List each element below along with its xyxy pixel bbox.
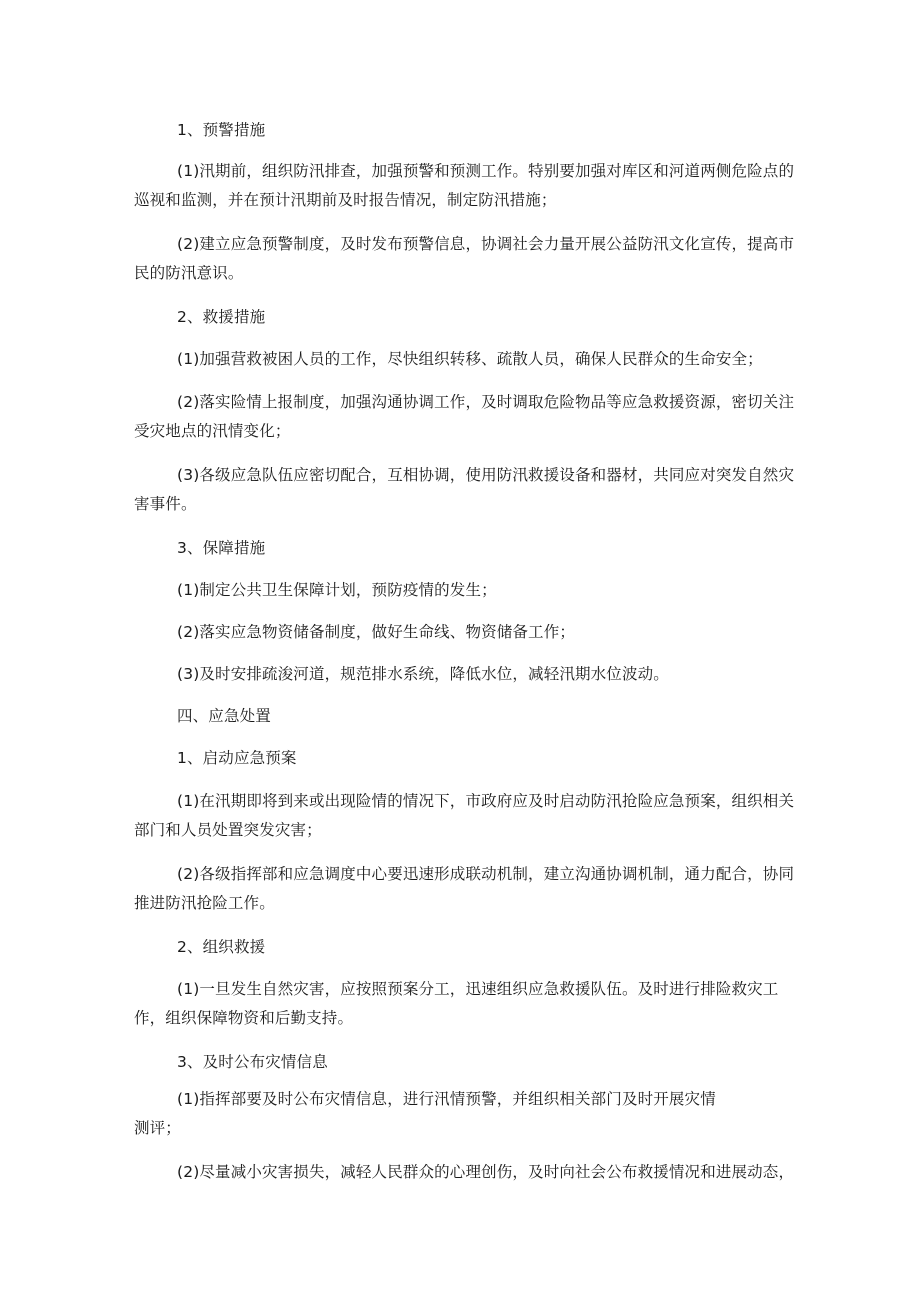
paragraph-line: (2)落实应急物资储备制度，做好生命线、物资储备工作； [177, 623, 576, 641]
paragraph-line: 作，组织保障物资和后勤支持。 [134, 1009, 354, 1027]
paragraph-line: 部门和人员处置突发灾害； [134, 821, 322, 839]
paragraph-line: 受灾地点的汛情变化； [134, 422, 291, 440]
heading-support: 3、保障措施 [177, 539, 266, 557]
heading-section-4: 四、应急处置 [177, 707, 271, 725]
paragraph-line: 测评； [134, 1119, 181, 1137]
heading-activate-plan: 1、启动应急预案 [177, 749, 297, 767]
paragraph-line: (2)建立应急预警制度，及时发布预警信息，协调社会力量开展公益防汛文化宣传，提高市 [177, 235, 795, 253]
heading-publish-info: 3、及时公布灾情信息 [177, 1053, 328, 1071]
paragraph-line: (2)尽量减小灾害损失，减轻人民群众的心理创伤，及时向社会公布救援情况和进展动态， [177, 1163, 795, 1181]
paragraph-line: (1)汛期前，组织防汛排查，加强预警和预测工作。特别要加强对库区和河道两侧危险点的 [177, 162, 795, 180]
heading-organize-rescue: 2、组织救援 [177, 938, 266, 956]
paragraph-line: (1)指挥部要及时公布灾情信息，进行汛情预警，并组织相关部门及时开展灾情 [177, 1090, 716, 1108]
paragraph-line: (1)在汛期即将到来或出现险情的情况下，市政府应及时启动防汛抢险应急预案，组织相关 [177, 792, 795, 810]
paragraph-line: (1)加强营救被困人员的工作，尽快组织转移、疏散人员，确保人民群众的生命安全； [177, 350, 763, 368]
paragraph-line: 民的防汛意识。 [134, 264, 244, 282]
paragraph-line: (1)一旦发生自然灾害，应按照预案分工，迅速组织应急救援队伍。及时进行排险救灾工 [177, 980, 779, 998]
paragraph-line: 巡视和监测，并在预计汛期前及时报告情况，制定防汛措施； [134, 191, 557, 209]
paragraph-line: (3)各级应急队伍应密切配合，互相协调，使用防汛救援设备和器材，共同应对突发自然灾 [177, 466, 795, 484]
paragraph-line: (3)及时安排疏浚河道，规范排水系统，降低水位，减轻汛期水位波动。 [177, 665, 669, 683]
heading-early-warning: 1、预警措施 [177, 121, 266, 139]
paragraph-line: (2)各级指挥部和应急调度中心要迅速形成联动机制，建立沟通协调机制，通力配合，协同 [177, 865, 795, 883]
paragraph-line: (2)落实险情上报制度，加强沟通协调工作，及时调取危险物品等应急救援资源，密切关注 [177, 393, 795, 411]
heading-rescue: 2、救援措施 [177, 308, 266, 326]
paragraph-line: 推进防汛抢险工作。 [134, 894, 275, 912]
paragraph-line: (1)制定公共卫生保障计划，预防疫情的发生； [177, 581, 497, 599]
paragraph-line: 害事件。 [134, 495, 197, 513]
